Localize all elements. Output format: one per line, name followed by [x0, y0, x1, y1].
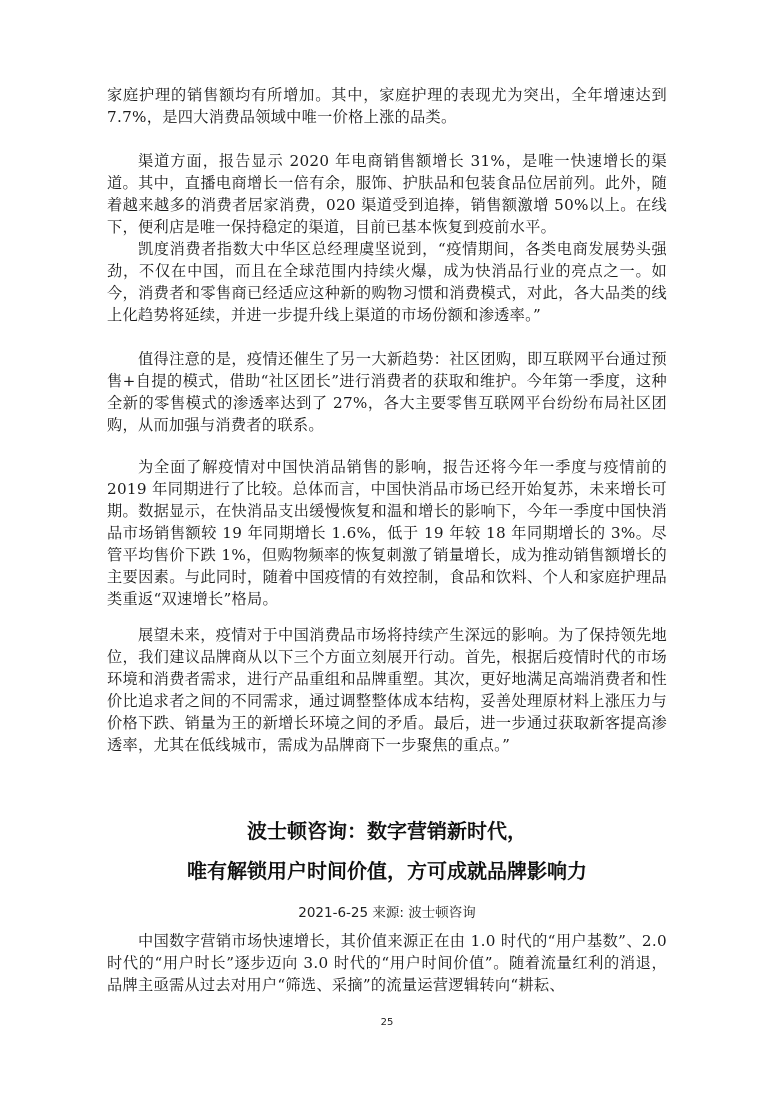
- article-title-line2: 唯有解锁用户时间价值，方可成就品牌影响力: [187, 859, 587, 883]
- paragraph-kantar-quote: 凯度消费者指数大中华区总经理虞坚说到，“疫情期间，各类电商发展势头强劲，不仅在中国，而且在全球范围内持续火爆，成为快消品行业的亮点之一。如今，消费者和零售商已经适应这种新的购物习惯和消费模式，对此，各大品类的线上化趋势将延续，并进一步提升线上渠道的市场份额和渗透率。”: [107, 240, 667, 324]
- article-source: 波士顿咨询: [408, 905, 476, 921]
- paragraph-digital-marketing: 中国数字营销市场快速增长，其价值来源正在由 1.0 时代的“用户基数”、2.0 时代的“用户时长”逐步迈向 3.0 时代的“用户时间价值”。随着流量红利的消退，品牌主亟需从过去对用户“筛选、采摘”的流量运营逻辑转向“耕耘、: [107, 932, 667, 994]
- paragraph-home-care: 家庭护理的销售额均有所增加。其中，家庭护理的表现尤为突出，全年增速达到7.7%，是四大消费品领域中唯一价格上涨的品类。: [107, 86, 667, 126]
- article-meta: [0, 901, 774, 921]
- article-title-line1: 波士顿咨询：数字营销新时代，: [247, 819, 527, 843]
- paragraph-channels: 渠道方面，报告显示 2020 年电商销售额增长 31%，是唯一快速增长的渠道。其中，直播电商增长一倍有余，服饰、护肤品和包装食品位居前列。此外，随着越来越多的消费者居家消费，020 渠道受到追捧，销售额激增 50%以上。在线下，便利店是唯一保持稳定的渠道，目前已基本恢复到疫前水平。: [107, 152, 667, 236]
- article-date: 2021-6-25: [298, 905, 369, 921]
- page-number: 25: [380, 1017, 394, 1028]
- paragraph-q1-comparison: 为全面了解疫情对中国快消品销售的影响，报告还将今年一季度与疫情前的2019 年同期进行了比较。总体而言，中国快消品市场已经开始复苏，未来增长可期。数据显示，在快消品支出缓慢恢复和温和增长的影响下，今年一季度中国快消品市场销售额较 19 年同期增长 1.6%，低于 19 年较 18 年同期增长的 3%。尽管平均售价下跌 1%，但购物频率的恢复刺激了销量增长，成为推动销售额增长的主要因素。与此同时，随着中国疫情的有效控制，食品和饮料、个人和家庭护理品类重返“双速增长”格局。: [107, 458, 667, 608]
- paragraph-outlook: 展望未来，疫情对于中国消费品市场将持续产生深远的影响。为了保持领先地位，我们建议品牌商从以下三个方面立刻展开行动。首先，根据后疫情时代的市场环境和消费者需求，进行产品重组和品牌重塑。其次，更好地满足高端消费者和性价比追求者之间的不同需求，通过调整整体成本结构，妥善处理原材料上涨压力与价格下跌、销量为王的新增长环境之间的矛盾。最后，进一步通过获取新客提高渗透率，尤其在低线城市，需成为品牌商下一步聚焦的重点。”: [107, 626, 667, 754]
- article-source-label: 来源:: [372, 905, 404, 921]
- paragraph-community-group-buying: 值得注意的是，疫情还催生了另一大新趋势：社区团购，即互联网平台通过预售+自提的模式，借助“社区团长”进行消费者的获取和维护。今年第一季度，这种全新的零售模式的渗透率达到了 27%，各大主要零售互联网平台纷纷布局社区团购，从而加强与消费者的联系。: [107, 350, 667, 434]
